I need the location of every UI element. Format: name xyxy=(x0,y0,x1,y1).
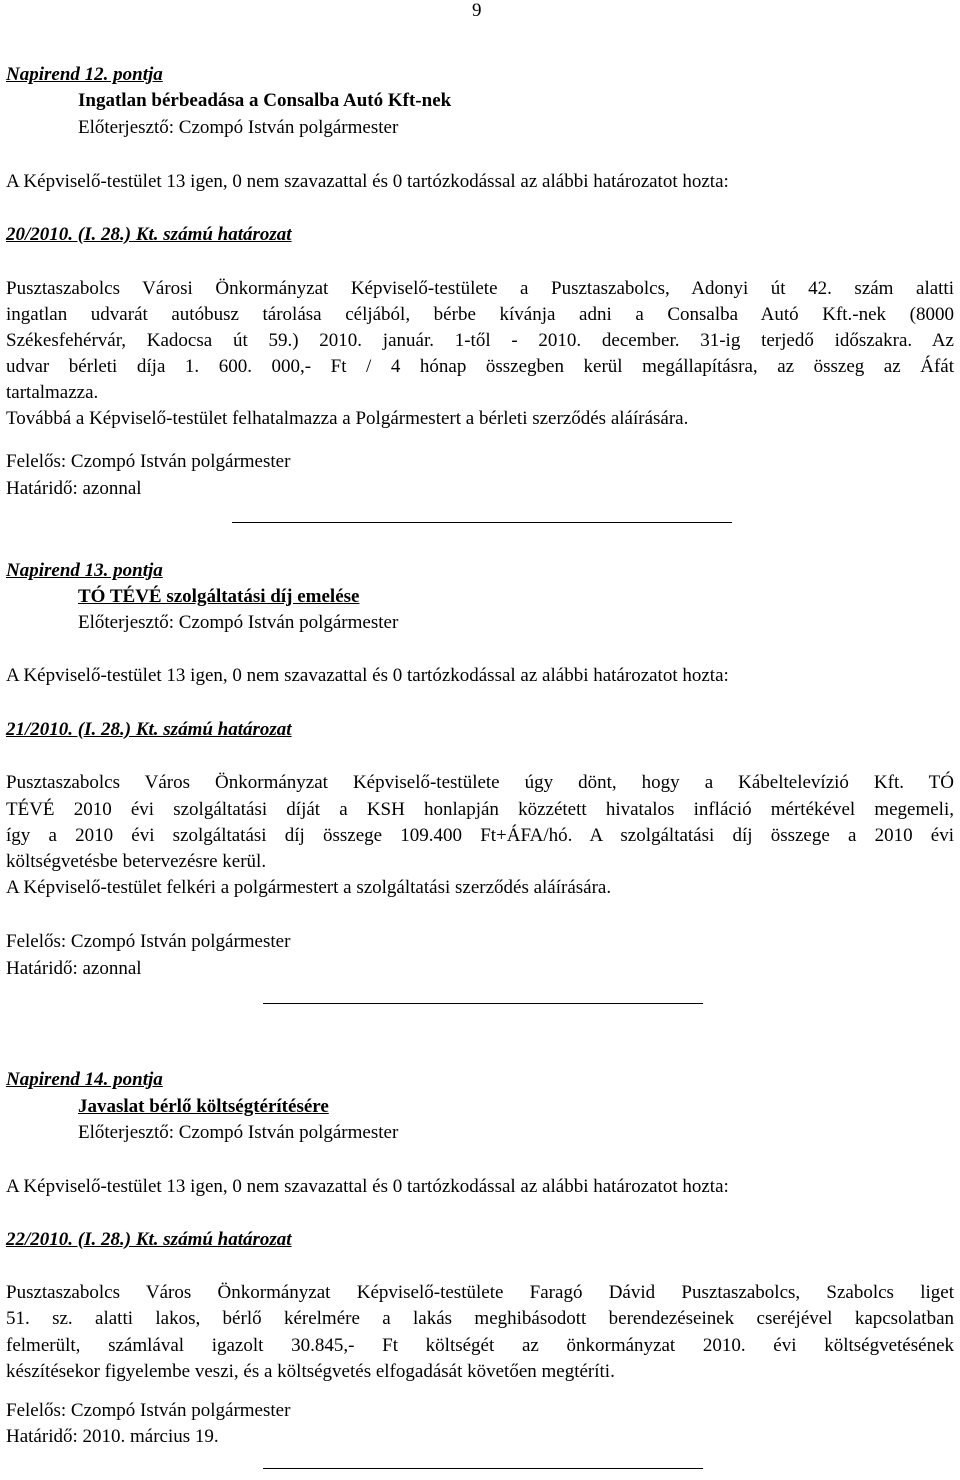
responsible: Felelős: Czompó István polgármester xyxy=(6,1400,291,1421)
rapporteur: Előterjesztő: Czompó István polgármester xyxy=(78,612,399,633)
rapporteur: Előterjesztő: Czompó István polgármester xyxy=(78,117,399,138)
resolution-line: 51. sz. alatti lakos, bérlő kérelmére a lakás meghibásodott berendezéseinek cseréjével kapcsolatban xyxy=(6,1308,954,1329)
resolution-line: Pusztaszabolcs Város Önkormányzat Képviselő-testülete úgy dönt, hogy a Kábeltelevízió Kft. TÓ xyxy=(6,772,954,793)
rapporteur: Előterjesztő: Czompó István polgármester xyxy=(78,1122,399,1143)
resolution-id: 20/2010. (I. 28.) Kt. számú határozat xyxy=(6,224,292,245)
resolution-line: Pusztaszabolcs Városi Önkormányzat Képviselő-testülete a Pusztaszabolcs, Adonyi út 42. szám alatti xyxy=(6,278,954,299)
agenda-title: Ingatlan bérbeadása a Consalba Autó Kft-nek xyxy=(78,90,452,111)
resolution-line: Pusztaszabolcs Város Önkormányzat Képviselő-testülete Faragó Dávid Pusztaszabolcs, Szabolcs liget xyxy=(6,1282,954,1303)
agenda-heading: Napirend 12. pontja xyxy=(6,64,163,85)
resolution-line: Továbbá a Képviselő-testület felhatalmazza a Polgármestert a bérleti szerződés aláírására. xyxy=(6,408,689,429)
resolution-line: TÉVÉ 2010 évi szolgáltatási díját a KSH honlapján közzétett hivatalos infláció mértékével megemeli, xyxy=(6,799,954,820)
resolution-line: így a 2010 évi szolgáltatási díj összege 109.400 Ft+ÁFA/hó. A szolgáltatási díj összege a 2010 évi xyxy=(6,825,954,846)
section-separator xyxy=(263,1468,703,1469)
vote-statement: A Képviselő-testület 13 igen, 0 nem szavazattal és 0 tartózkodással az alábbi határozatot hozta: xyxy=(6,171,729,192)
section-separator xyxy=(263,1003,703,1004)
resolution-line: ingatlan udvarát autóbusz tárolása céljából, bérbe kívánja adni a Consalba Autó Kft.-nek (8000 xyxy=(6,304,954,325)
resolution-line: költségvetésbe betervezésre kerül. xyxy=(6,851,267,872)
resolution-id: 21/2010. (I. 28.) Kt. számú határozat xyxy=(6,719,292,740)
section-separator xyxy=(232,522,732,523)
resolution-line: készítésekor figyelembe veszi, és a költségvetés elfogadását követően megtéríti. xyxy=(6,1361,615,1382)
agenda-title: TÓ TÉVÉ szolgáltatási díj emelése xyxy=(78,586,360,607)
deadline: Határidő: 2010. március 19. xyxy=(6,1426,219,1447)
resolution-line: felmerült, számlával igazolt 30.845,- Ft költségét az önkormányzat 2010. évi költségvetésének xyxy=(6,1335,954,1356)
page-number: 9 xyxy=(472,0,482,21)
agenda-heading: Napirend 14. pontja xyxy=(6,1069,163,1090)
deadline: Határidő: azonnal xyxy=(6,478,142,499)
resolution-line: Székesfehérvár, Kadocsa út 59.) 2010. január. 1-től - 2010. december. 31-ig terjedő időszakra. Az xyxy=(6,330,954,351)
resolution-line: A Képviselő-testület felkéri a polgármestert a szolgáltatási szerződés aláírására. xyxy=(6,877,612,898)
deadline: Határidő: azonnal xyxy=(6,958,142,979)
agenda-heading: Napirend 13. pontja xyxy=(6,560,163,581)
agenda-title: Javaslat bérlő költségtérítésére xyxy=(78,1096,329,1117)
responsible: Felelős: Czompó István polgármester xyxy=(6,931,291,952)
vote-statement: A Képviselő-testület 13 igen, 0 nem szavazattal és 0 tartózkodással az alábbi határozatot hozta: xyxy=(6,1176,729,1197)
resolution-id: 22/2010. (I. 28.) Kt. számú határozat xyxy=(6,1229,292,1250)
vote-statement: A Képviselő-testület 13 igen, 0 nem szavazattal és 0 tartózkodással az alábbi határozatot hozta: xyxy=(6,665,729,686)
responsible: Felelős: Czompó István polgármester xyxy=(6,451,291,472)
resolution-line: tartalmazza. xyxy=(6,382,99,403)
resolution-line: udvar bérleti díja 1. 600. 000,- Ft / 4 hónap összegben kerül megállapításra, az összeg az Áfát xyxy=(6,356,954,377)
